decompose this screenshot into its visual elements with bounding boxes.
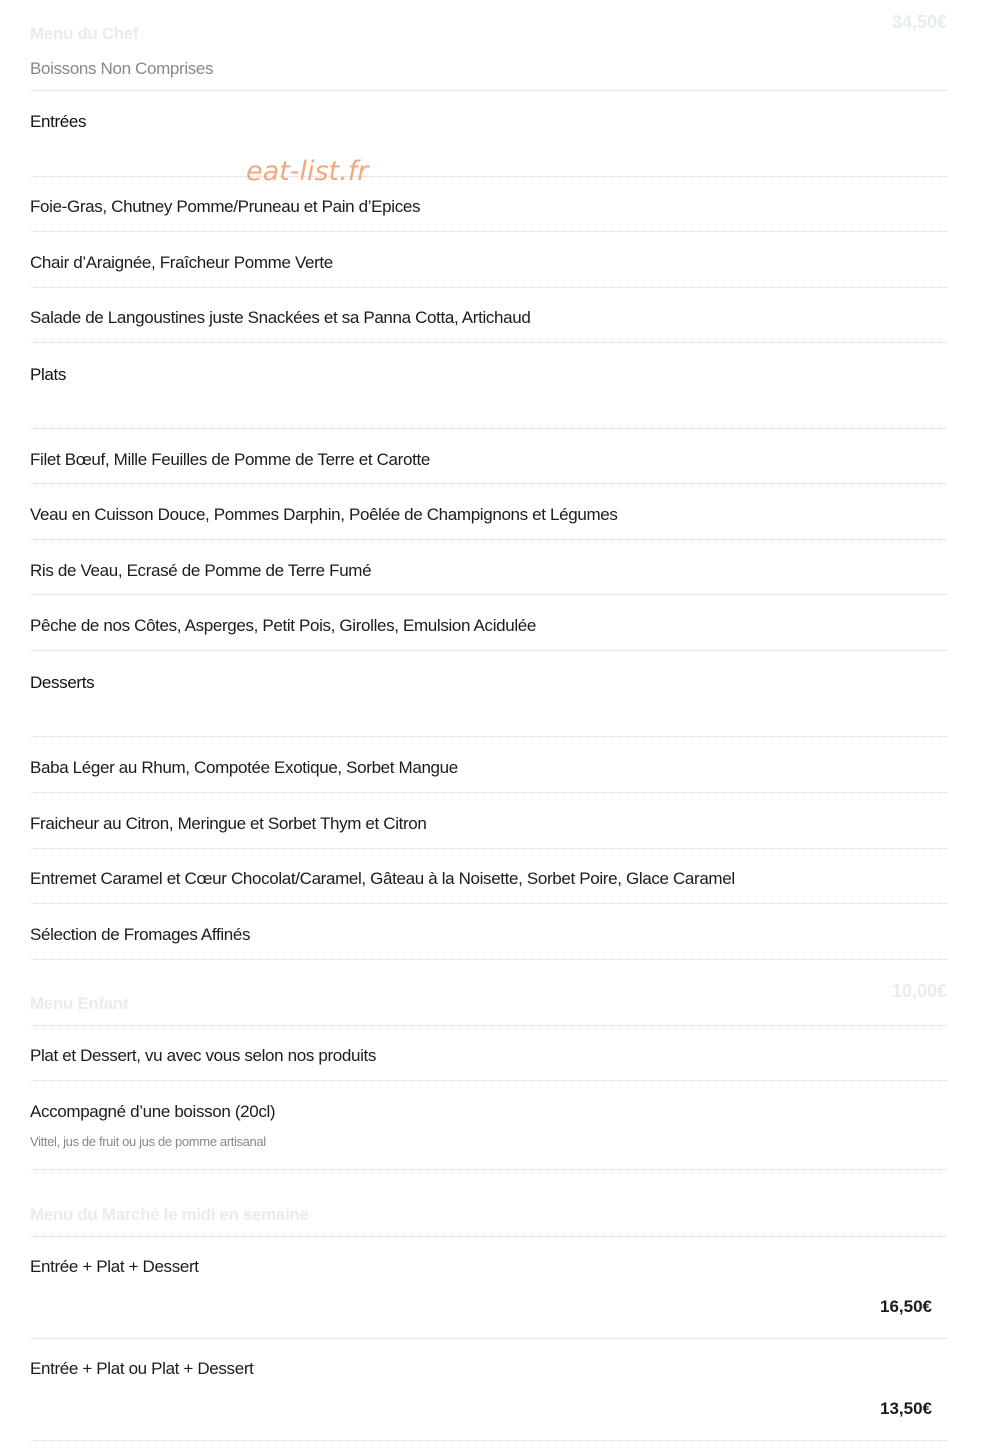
divider (30, 1169, 947, 1170)
menu-enfant-title: Menu Enfant (30, 994, 129, 1013)
menu-item: Entremet Caramel et Cœur Chocolat/Caramel, Gâteau à la Noisette, Sorbet Poire, Glace Caramel (30, 869, 735, 888)
menu-item: Salade de Langoustines juste Snackées et sa Panna Cotta, Artichaud (30, 308, 531, 327)
divider (30, 1025, 947, 1026)
divider (30, 1338, 947, 1339)
divider (30, 848, 947, 849)
divider (30, 539, 947, 540)
menu-item: Pêche de nos Côtes, Asperges, Petit Pois, Girolles, Emulsion Acidulée (30, 616, 536, 635)
menu-item: Baba Léger au Rhum, Compotée Exotique, Sorbet Mangue (30, 758, 458, 777)
divider (30, 176, 947, 177)
section-plats-label: Plats (30, 365, 67, 384)
menu-chef-title: Menu du Chef (30, 24, 139, 43)
divider (30, 959, 947, 960)
divider (30, 650, 947, 651)
divider (30, 1440, 947, 1441)
divider (30, 792, 947, 793)
menu-item: Sélection de Fromages Affinés (30, 925, 251, 944)
menu-item: Ris de Veau, Ecrasé de Pomme de Terre Fumé (30, 561, 372, 580)
formula-price: 13,50€ (880, 1399, 932, 1418)
formula-label: Entrée + Plat + Dessert (30, 1257, 199, 1276)
divider (30, 231, 947, 232)
section-entrees-label: Entrées (30, 112, 87, 131)
divider (30, 736, 947, 737)
menu-chef-subtitle: Boissons Non Comprises (30, 59, 214, 78)
divider (30, 1080, 947, 1081)
menu-chef-price: 34,50€ (891, 12, 947, 32)
divider (30, 594, 947, 595)
menu-enfant-price: 10,00€ (891, 981, 947, 1001)
menu-item: Plat et Dessert, vu avec vous selon nos produits (30, 1046, 377, 1065)
menu-item: Foie-Gras, Chutney Pomme/Pruneau et Pain d’Epices (30, 197, 421, 216)
section-desserts-label: Desserts (30, 673, 95, 692)
menu-marche-title: Menu du Marché le midi en semaine (30, 1205, 309, 1224)
divider (30, 483, 947, 484)
formula-label: Entrée + Plat ou Plat + Dessert (30, 1359, 254, 1378)
divider (30, 428, 947, 429)
menu-item: Filet Bœuf, Mille Feuilles de Pomme de Terre et Carotte (30, 450, 430, 469)
divider (30, 903, 947, 904)
divider (30, 90, 947, 91)
menu-item: Veau en Cuisson Douce, Pommes Darphin, Poêlée de Champignons et Légumes (30, 505, 618, 524)
divider (30, 287, 947, 288)
menu-item: Fraicheur au Citron, Meringue et Sorbet Thym et Citron (30, 814, 427, 833)
menu-item: Accompagné d’une boisson (20cl) (30, 1102, 276, 1121)
menu-item: Chair d’Araignée, Fraîcheur Pomme Verte (30, 253, 333, 272)
menu-enfant-note: Vittel, jus de fruit ou jus de pomme artisanal (30, 1134, 266, 1149)
divider (30, 342, 947, 343)
divider (30, 1236, 947, 1237)
watermark: eat-list.fr (246, 156, 369, 187)
formula-price: 16,50€ (880, 1297, 932, 1316)
